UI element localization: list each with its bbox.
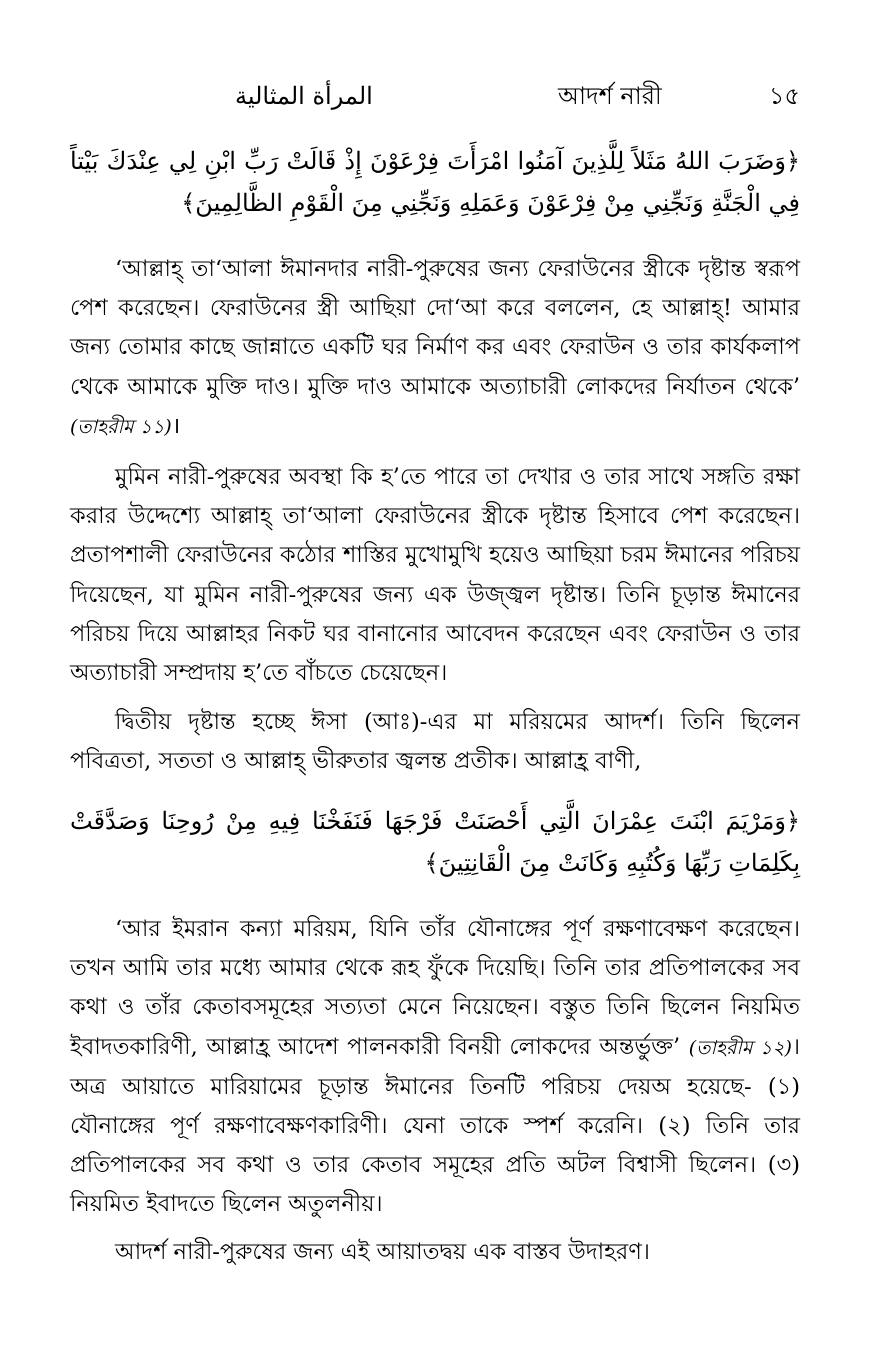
bengali-running-title: আদর্শ নারী — [558, 82, 662, 110]
paragraph-maryam-translation — [70, 910, 800, 1225]
arabic-running-title: المرأة المثالية — [235, 82, 373, 110]
paragraph-maryam-intro: দ্বিতীয় দৃষ্টান্ত হচ্ছে ঈসা (আঃ)-এর মা মরিয়মের আদর্শ। তিনি ছিলেন পবিত্রতা, সততা ও আল্লাহ্ ভীরুতার জ্বলন্ত প্রতীক। আল্লাহ্র বাণী, — [70, 709, 800, 775]
quran-verse-asiya: ﴿وَضَرَبَ اللهُ مَثَلاً لِلَّذِينَ آمَنُوا امْرَأَتَ فِرْعَوْنَ إِذْ قَالَتْ رَبِّ ابْنِ لِي عِنْدَكَ بَيْتاً فِي الْجَنَّةِ وَنَجِّنِي مِنْ فِرْعَوْنَ وَعَمَلِهِ وَنَجِّنِي مِنَ الْقَوْمِ الظَّالِمِينَ﴾ — [70, 147, 801, 217]
verse-reference: (তাহরীম ১১) — [70, 415, 172, 438]
verse-reference: (তাহরীম ১২) — [688, 1036, 792, 1059]
translation-text: ‘আর ইমরান কন্যা মরিয়ম, যিনি তাঁর যৌনাঙ্গের পূর্ণ রক্ষণাবেক্ষণ করেছেন। তখন আমি তার মধ্যে আমার থেকে রূহ ফুঁকে দিয়েছি। তিনি তার প্রতিপালকের সব কথা ও তাঁর কেতাবসমূহের সত্যতা মেনে নিয়েছেন। বস্তুত তিনি ছিলেন নিয়মিত ইবাদতকারিণী, আল্লাহ্র আদেশ পালনকারী বিনয়ী লোকদের অন্তর্ভুক্ত’ — [70, 916, 800, 1060]
sentence-end: । — [171, 412, 181, 439]
quran-verse-maryam: ﴿وَمَرْيَمَ ابْنَتَ عِمْرَانَ الَّتِي أَحْصَنَتْ فَرْجَهَا فَنَفَخْنَا فِيهِ مِنْ رُوحِنَا وَصَدَّقَتْ بِكَلِمَاتِ رَبِّهَا وَكُتُبِهِ وَكَانَتْ مِنَ الْقَانِتِينَ﴾ — [70, 807, 800, 877]
page-number: ১৫ — [768, 82, 800, 110]
page-header — [70, 78, 800, 114]
translation-text: ‘আল্লাহ্ তা‘আলা ঈমানদার নারী-পুরুষের জন্য ফেরাউনের স্ত্রীকে দৃষ্টান্ত স্বরূপ পেশ করেছেন। ফেরাউনের স্ত্রী আছিয়া দো‘আ করে বললেন, হে আল্লাহ্! আমার জন্য তোমার কাছে জান্নাতে একটি ঘর নির্মাণ কর এবং ফেরাউন ও তার কার্যকলাপ থেকে আমাকে মুক্তি দাও। মুক্তি দাও আমাকে অত্যাচারী লোকদের নির্যাতন থেকে’ — [70, 256, 800, 400]
paragraph-conclusion: আদর্শ নারী-পুরুষের জন্য এই আয়াতদ্বয় এক বাস্তব উদাহরণ। — [115, 1239, 650, 1265]
paragraph-asiya-explanation: মুমিন নারী-পুরুষের অবস্থা কি হ’তে পারে তা দেখার ও তার সাথে সঙ্গতি রক্ষা করার উদ্দেশ্যে আল্লাহ্ তা‘আলা ফেরাউনের স্ত্রীকে দৃষ্টান্ত হিসাবে পেশ করেছেন। প্রতাপশালী ফেরাউনের কঠোর শাস্তির মুখোমুখি হয়েও আছিয়া চরম ঈমানের পরিচয় দিয়েছেন, যা মুমিন নারী-পুরুষের জন্য এক উজ্জ্বল দৃষ্টান্ত। তিনি চূড়ান্ত ঈমানের পরিচয় দিয়ে আল্লাহর নিকট ঘর বানানোর আবেদন করেছেন এবং ফেরাউন ও তার অত্যাচারী সম্প্রদায় হ’তে বাঁচতে চেয়েছেন। — [70, 464, 800, 687]
paragraph-asiya-translation — [70, 250, 800, 447]
paragraph-continuation: । অত্র আয়াতে মারিয়ামের চূড়ান্ত ঈমানের তিনটি পরিচয় দেয়অ হয়েছে- (১) যৌনাঙ্গের পূর্ণ রক্ষণাবেক্ষণকারিণী। যেনা তাকে স্পর্শ করেনি। (২) তিনি তার প্রতিপালকের সব কথা ও তার কেতাব সমূহের প্রতি অটল বিশ্বাসী ছিলেন। (৩) নিয়মিত ইবাদতে ছিলেন অতুলনীয়। — [70, 1033, 801, 1218]
